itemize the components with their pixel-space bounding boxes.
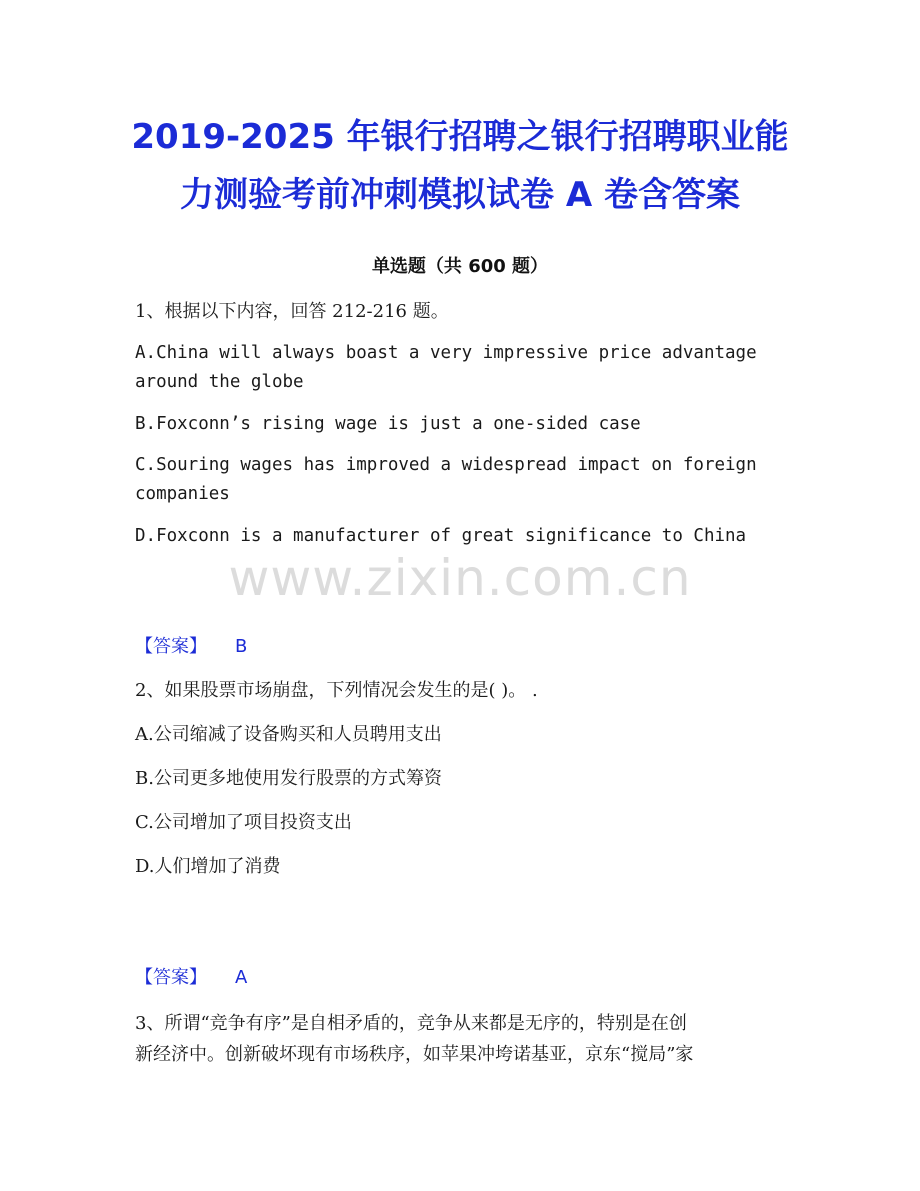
q2-answer-label: 【答案】 [135, 967, 207, 988]
q1-option-d: D.Foxconn is a manufacturer of great significance to China [135, 526, 747, 546]
watermark: www.zixin.com.cn [228, 549, 692, 607]
q2-answer-value: A [235, 967, 248, 988]
q1-answer-label: 【答案】 [135, 636, 207, 657]
q1-option-a-line2: around the globe [135, 372, 304, 392]
q2-stem: 2、如果股票市场崩盘，下列情况会发生的是( )。 . [135, 680, 538, 701]
q1-option-a-line1: A.China will always boast a very impressive price advantage [135, 343, 757, 363]
q1-option-c-line2: companies [135, 484, 230, 504]
title-line-1: 2019-2025 年银行招聘之银行招聘职业能 [131, 117, 789, 157]
section-heading: 单选题（共 600 题） [371, 256, 549, 277]
q1-answer [135, 632, 775, 661]
document-title [100, 108, 820, 224]
q2-option-a: A.公司缩减了设备购买和人员聘用支出 [135, 724, 442, 745]
q2-option-d: D.人们增加了消费 [135, 856, 281, 877]
q2-answer [135, 963, 775, 992]
q1-option-b: B.Foxconn’s rising wage is just a one-sided case [135, 414, 641, 434]
q3-stem-line1: 3、所谓“竞争有序”是自相矛盾的，竞争从来都是无序的，特别是在创 [135, 1013, 687, 1034]
title-line-2: 力测验考前冲刺模拟试卷 A 卷含答案 [180, 175, 740, 215]
q2-option-c: C.公司增加了项目投资支出 [135, 812, 352, 833]
q3-stem-line2: 新经济中。创新破坏现有市场秩序，如苹果冲垮诺基亚，京东“搅局”家 [135, 1044, 694, 1065]
q1-option-c-line1: C.Souring wages has improved a widespread impact on foreign [135, 455, 757, 475]
q2-option-b: B.公司更多地使用发行股票的方式筹资 [135, 768, 442, 789]
q1-answer-value: B [235, 636, 248, 657]
q1-stem: 1、根据以下内容，回答 212-216 题。 [135, 301, 449, 322]
